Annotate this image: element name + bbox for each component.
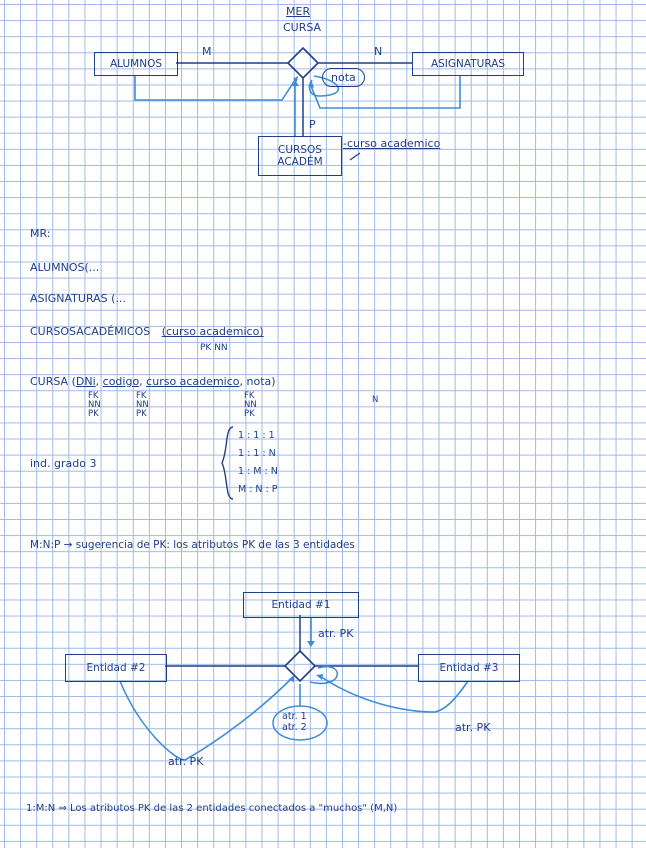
mr-cursa-sep: , xyxy=(239,375,243,388)
grado-option: M : N : P xyxy=(238,484,278,495)
entity-1 xyxy=(243,592,359,618)
attr-pk-bottom: atr. PK xyxy=(168,755,204,768)
entity-asignaturas xyxy=(412,52,524,76)
mr-cursa-sep: , xyxy=(95,375,100,388)
grado-option: 1 : M : N xyxy=(238,466,278,477)
entity-3-label: Entidad #3 xyxy=(439,661,499,674)
grado-option: 1 : 1 : 1 xyxy=(238,430,275,441)
entity-2 xyxy=(65,654,167,682)
mark-fk: FK xyxy=(88,391,99,401)
cardinality-m: M xyxy=(202,45,212,58)
mark-pk: PK xyxy=(244,408,255,419)
attribute-curso-academico: -curso academico xyxy=(343,137,441,150)
mr-marks-col-dni xyxy=(88,392,101,419)
mr-heading: MR: xyxy=(30,227,51,240)
mer-title: MER xyxy=(286,5,311,18)
entity-cursos-label: CURSOS ACADÉM xyxy=(277,143,323,168)
mr-cursos-attr: (curso academico) xyxy=(161,325,264,338)
entity-2-label: Entidad #2 xyxy=(86,661,146,674)
mark-nn: NN xyxy=(136,399,149,410)
mr-cursa-attr-dni: DNi xyxy=(75,375,96,388)
entity-1-label: Entidad #1 xyxy=(271,598,331,611)
grado-label: ind. grado 3 xyxy=(30,457,97,470)
relation-label: CURSA xyxy=(283,21,322,34)
mr-cursa-line xyxy=(30,376,276,387)
entity-alumnos xyxy=(94,52,178,76)
mark-nn: NN xyxy=(88,399,101,410)
mr-cursos-marks: PK NN xyxy=(200,343,228,353)
mr-cursa-attr-curso: curso academico xyxy=(146,375,240,388)
entity-asignaturas-label: ASIGNATURAS xyxy=(430,57,506,70)
entity-cursos-academicos xyxy=(258,136,342,176)
attr-pk-top: atr. PK xyxy=(318,627,354,640)
mnp-note: M:N:P → sugerencia de PK: los atributos PK de las 3 entidades xyxy=(30,539,355,551)
mr-cursos-name: CURSOSACADÉMICOS xyxy=(30,325,151,338)
mark-pk: PK xyxy=(136,408,147,419)
cardinality-p: P xyxy=(309,118,316,131)
mr-cursa-prefix: CURSA ( xyxy=(30,375,76,388)
mark-fk: FK xyxy=(244,391,255,401)
entity-alumnos-label: ALUMNOS xyxy=(109,57,163,70)
mark-n: N xyxy=(372,395,379,405)
mr-cursa-attr-nota: nota) xyxy=(246,375,276,388)
cardinality-n: N xyxy=(374,45,383,58)
mark-nn: NN xyxy=(244,399,257,410)
mr-marks-col-curso xyxy=(244,392,257,419)
mr-marks-col-codigo xyxy=(136,392,149,419)
mark-fk: FK xyxy=(136,391,147,401)
attr-item: atr. 2 xyxy=(282,721,307,733)
mr-alumnos: ALUMNOS(... xyxy=(30,261,100,274)
attribute-nota: nota xyxy=(322,68,365,87)
mr-marks-col-nota xyxy=(372,396,378,405)
attr-item: atr. 1 xyxy=(282,711,307,722)
mr-cursos-line xyxy=(30,326,264,337)
attr-list xyxy=(282,712,307,734)
mr-cursa-attr-codigo: codigo xyxy=(102,375,140,388)
footer-note: 1:M:N ⇒ Los atributos PK de las 2 entidades conectados a "muchos" (M,N) xyxy=(26,803,398,814)
mr-cursa-sep: , xyxy=(139,375,143,388)
mark-pk: PK xyxy=(88,408,99,419)
grado-option: 1 : 1 : N xyxy=(238,448,276,459)
entity-3 xyxy=(418,654,520,682)
mr-asignaturas: ASIGNATURAS (... xyxy=(30,292,126,305)
grado-options xyxy=(238,427,278,499)
attr-pk-right: atr. PK xyxy=(455,721,491,734)
